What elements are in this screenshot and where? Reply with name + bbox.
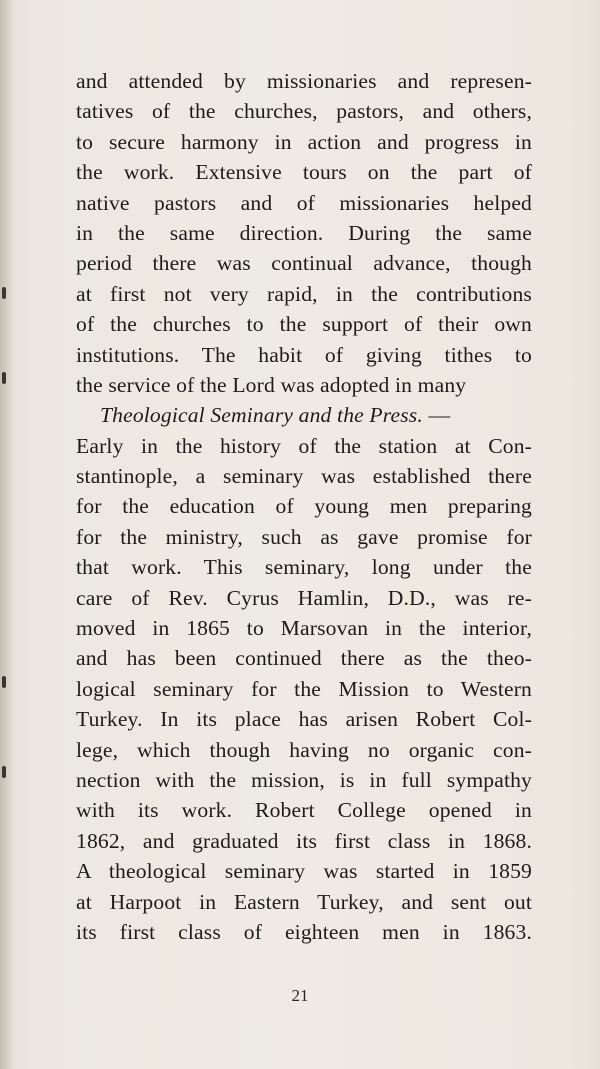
text-line: at Harpoot in Eastern Turkey, and sent out [76, 889, 532, 914]
text-line: period there was continual advance, though [76, 251, 532, 276]
text-line: 1862, and graduated its first class in 1868. [76, 828, 532, 853]
gutter-shadow [0, 0, 14, 1069]
text-line: and has been continued there as the theo- [76, 646, 532, 671]
text-line: lege, which though having no organic con- [76, 737, 532, 762]
heading-dash: — [422, 403, 451, 428]
text-line: for the education of young men preparing [76, 494, 532, 519]
text-line: in the same direction. During the same [76, 220, 532, 245]
text-line: Early in the history of the station at Con- [76, 433, 532, 458]
text-line: at first not very rapid, in the contributions [76, 281, 532, 306]
text-line: care of Rev. Cyrus Hamlin, D.D., was re- [76, 585, 532, 610]
text-line: to secure harmony in action and progress in [76, 129, 532, 154]
text-line: institutions. The habit of giving tithes to [76, 342, 532, 367]
text-line: stantinople, a seminary was established there [76, 464, 532, 489]
text-line: of the churches to the support of their own [76, 312, 532, 337]
text-line: and attended by missionaries and represen- [76, 69, 532, 93]
margin-mark [2, 372, 6, 384]
text-line: nection with the mission, is in full sympathy [76, 767, 532, 792]
text-line: its first class of eighteen men in 1863. [76, 919, 532, 944]
margin-mark [2, 766, 6, 778]
section-heading: Theological Seminary and the Press. [100, 403, 423, 428]
margin-mark [2, 287, 6, 299]
margin-mark [2, 676, 6, 688]
text-line: that work. This seminary, long under the [76, 555, 532, 580]
section-heading-line [76, 400, 532, 430]
text-line: Turkey. In its place has arisen Robert Col- [76, 707, 532, 732]
text-line: A theological seminary was started in 1859 [76, 859, 532, 884]
text-line: moved in 1865 to Marsovan in the interior, [76, 616, 532, 641]
text-line: the work. Extensive tours on the part of [76, 160, 532, 185]
text-line: with its work. Robert College opened in [76, 798, 532, 823]
page-number: 21 [291, 986, 309, 1005]
text-line: logical seminary for the Mission to Western [76, 676, 532, 701]
text-line: tatives of the churches, pastors, and others, [76, 99, 532, 124]
body-text [76, 66, 532, 947]
text-line: for the ministry, such as gave promise for [76, 524, 532, 549]
text-line: the service of the Lord was adopted in many [76, 372, 467, 397]
text-line: native pastors and of missionaries helped [76, 190, 532, 215]
